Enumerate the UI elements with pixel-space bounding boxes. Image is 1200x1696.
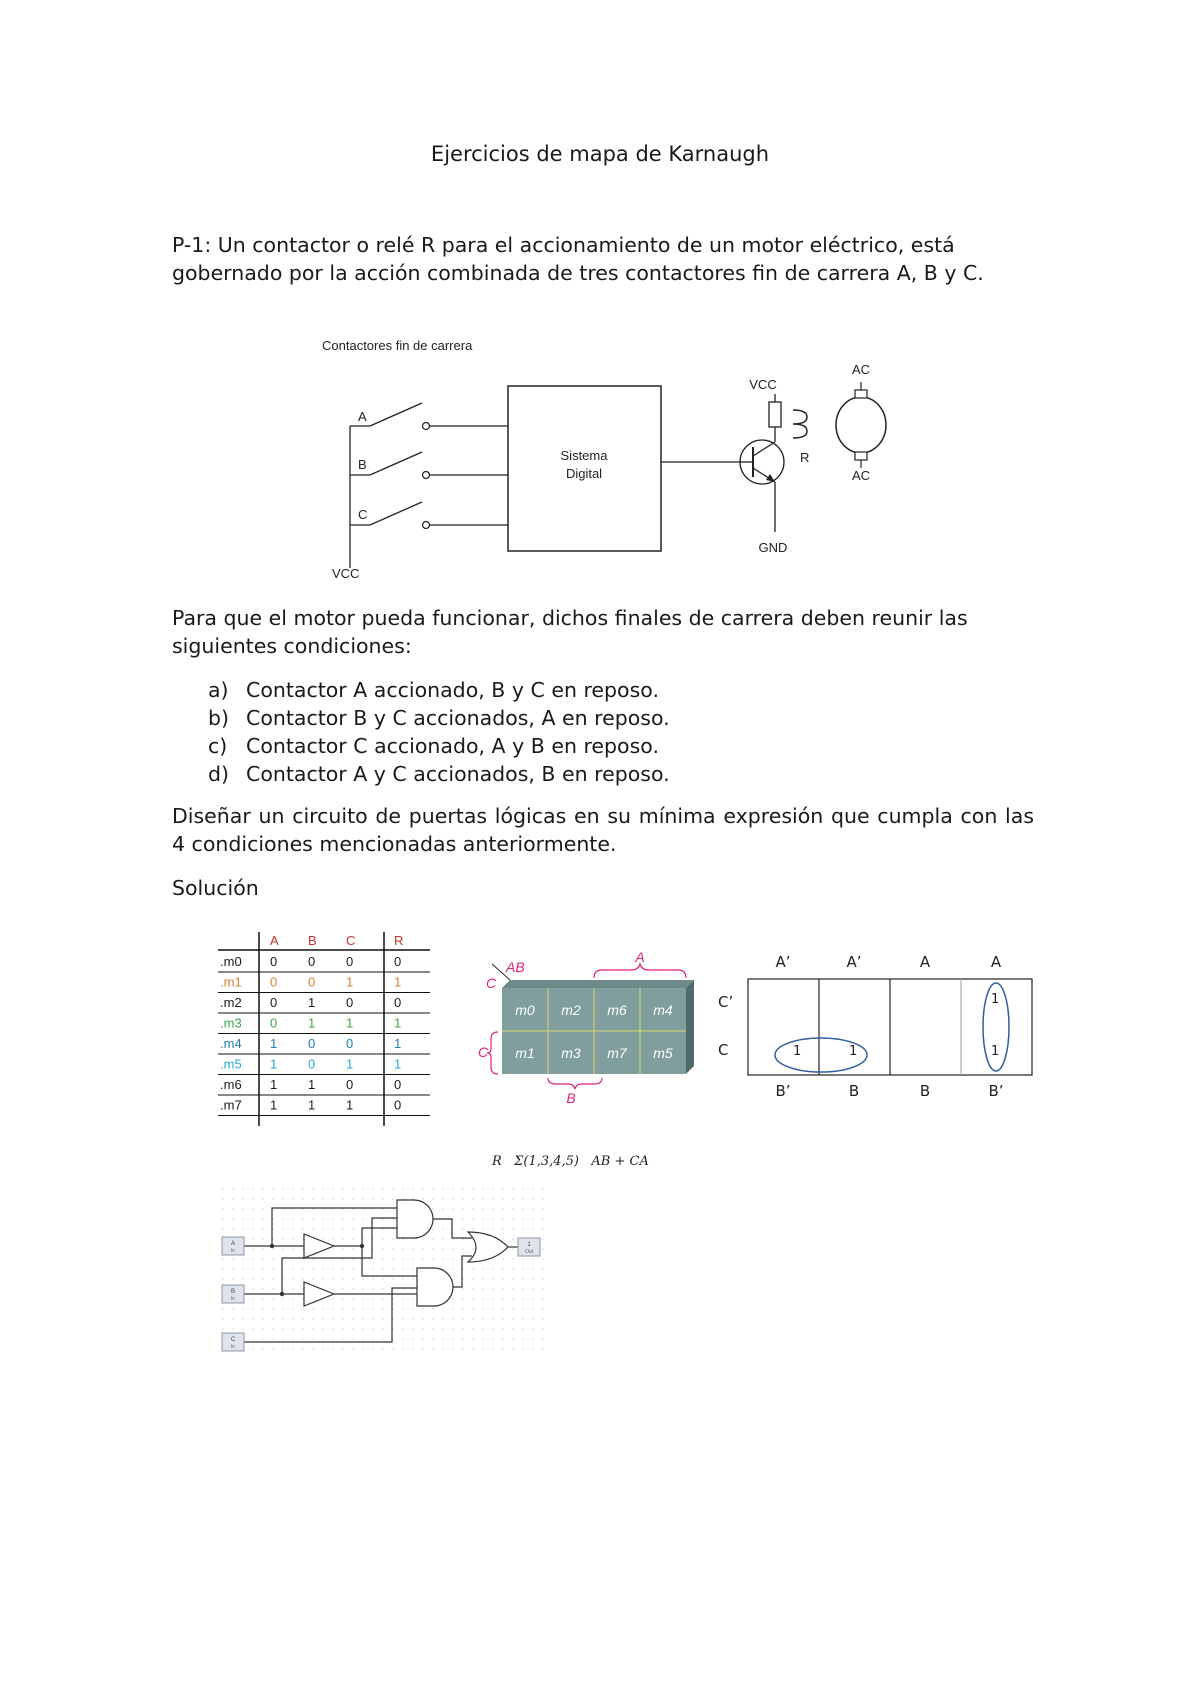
input-b: [222, 1285, 244, 1303]
formula: R Σ(1,3,4,5) AB + CA: [492, 1154, 649, 1169]
kmap3d-cell-m1: m1: [515, 1045, 535, 1061]
kmap-top-label: A: [919, 953, 931, 971]
tt-cell: 0: [308, 1036, 316, 1051]
tt-cell: 0: [270, 1015, 278, 1031]
tt-cell: 0: [346, 995, 354, 1010]
svg-text:In: In: [230, 1344, 236, 1350]
tt-header-c: C: [346, 933, 356, 948]
motor: [836, 382, 886, 468]
kmap3d-corner-ab: AB: [506, 959, 525, 975]
tt-cell: 1: [394, 974, 402, 990]
tt-header-r: R: [394, 933, 404, 948]
kmap-bottom-label: B: [848, 1082, 860, 1100]
tt-cell: 1: [308, 1077, 316, 1092]
kmap-top-label: A’: [846, 953, 862, 971]
kmap3d-brace-a: A: [635, 949, 645, 965]
tt-cell: 0: [308, 1056, 316, 1072]
kmap3d-cell-m4: m4: [653, 1002, 673, 1018]
tt-cell: 1: [308, 1015, 316, 1031]
ac-bottom-label: AC: [851, 468, 871, 483]
list-item: b) Contactor B y C accionados, A en reposo.: [208, 706, 670, 730]
task-text: Diseñar un circuito de puertas lógicas en su mínima expresión que cumpla con las 4 condiciones mencionadas anteriormente.: [172, 804, 1034, 856]
tt-cell: 0: [394, 995, 402, 1010]
tt-row-name: .m4: [220, 1036, 242, 1051]
problem-intro: P-1: Un contactor o relé R para el accionamiento de un motor eléctrico, está gobernado por la acción combinada de tres contactores fin de carrera A, B y C.: [172, 233, 984, 285]
tt-cell: 0: [346, 1036, 354, 1051]
tt-cell: 1: [270, 1097, 278, 1113]
kmap-top-label: A’: [775, 953, 791, 971]
kmap3d-cell-m3: m3: [561, 1045, 581, 1061]
tt-row-name: .m2: [220, 995, 242, 1010]
tt-cell: 0: [394, 1097, 402, 1113]
list-item: c) Contactor C accionado, A y B en reposo.: [208, 734, 659, 758]
solution-label: Solución: [172, 876, 259, 900]
kmap-bottom-label: B: [919, 1082, 931, 1100]
svg-text:A: A: [230, 1241, 236, 1247]
tt-cell: 1: [394, 1056, 402, 1072]
truth-table: [216, 930, 432, 1130]
tt-row-name: .m7: [220, 1097, 242, 1113]
tt-cell: 1: [270, 1036, 278, 1051]
tt-cell: 0: [270, 954, 278, 969]
vcc-label: VCC: [332, 566, 360, 581]
switch-b: [350, 452, 508, 479]
kmap-one: 1: [849, 1044, 858, 1059]
kmap-top-label: A: [990, 953, 1002, 971]
kmap3d-cell-m5: m5: [653, 1045, 673, 1061]
kmap-bottom-label: B’: [775, 1082, 791, 1100]
svg-text:In: In: [230, 1248, 236, 1254]
output-box: [518, 1238, 540, 1256]
kmap-one: 1: [991, 992, 1000, 1007]
tt-header-a: A: [270, 933, 279, 948]
relay-coil: [793, 410, 807, 438]
logic-circuit: [222, 1188, 552, 1353]
svg-text:C: C: [230, 1337, 236, 1343]
tt-cell: 1: [346, 1097, 354, 1113]
switch-c: [350, 502, 508, 529]
svg-text:Out: Out: [524, 1249, 534, 1255]
circuit-caption: Contactores fin de carrera: [322, 338, 473, 353]
tt-header-b: B: [308, 933, 317, 948]
conditions-list: [172, 676, 670, 788]
relay-label: R: [800, 450, 810, 465]
kmap3d-cell-m0: m0: [515, 1002, 535, 1018]
gnd-label: GND: [758, 540, 788, 555]
tt-row-name: .m3: [220, 1015, 242, 1031]
conditions-intro: Para que el motor pueda funcionar, dichos finales de carrera deben reunir las siguientes condiciones:: [172, 606, 968, 658]
input-c: [222, 1333, 244, 1351]
tt-row-name: .m1: [220, 974, 242, 990]
ac-top-label: AC: [851, 362, 871, 377]
tt-cell: 0: [308, 954, 316, 969]
svg-text:B: B: [230, 1289, 236, 1295]
svg-text:A: A: [358, 409, 367, 424]
kmap3d-cell-m2: m2: [561, 1002, 581, 1018]
list-item: a) Contactor A accionado, B y C en reposo.: [208, 678, 659, 702]
input-a: [222, 1237, 244, 1255]
tt-cell: 1: [270, 1077, 278, 1092]
tt-cell: 1: [394, 1015, 402, 1031]
svg-text:B: B: [358, 457, 367, 472]
tt-cell: 0: [394, 1077, 402, 1092]
tt-cell: 1: [308, 995, 316, 1010]
tt-cell: 0: [308, 974, 316, 990]
tt-cell: 1: [394, 1036, 402, 1051]
tt-cell: 1: [308, 1097, 316, 1113]
kmap-row-label: C’: [718, 993, 734, 1011]
kmap-row-label: C: [718, 1041, 729, 1059]
kmap3d-cell-m6: m6: [607, 1002, 627, 1018]
circuit-diagram: [300, 330, 920, 590]
svg-text:1: 1: [527, 1242, 531, 1248]
kmap: [716, 945, 1036, 1105]
svg-text:C: C: [358, 507, 368, 522]
svg-text:In: In: [230, 1296, 236, 1302]
tt-row-name: .m5: [220, 1056, 242, 1072]
tt-cell: 1: [346, 1015, 354, 1031]
tt-cell: 0: [270, 995, 278, 1010]
tt-cell: 0: [394, 954, 402, 969]
kmap-one: 1: [991, 1044, 1000, 1059]
svg-text:Digital: Digital: [565, 466, 603, 481]
tt-cell: 0: [346, 1077, 354, 1092]
tt-cell: 1: [270, 1056, 278, 1072]
tt-row-name: .m0: [220, 954, 242, 969]
kmap3d-brace-b: B: [566, 1090, 576, 1106]
tt-cell: 0: [270, 974, 278, 990]
transistor: [740, 435, 784, 532]
transistor-vcc-label: VCC: [749, 377, 777, 392]
kmap3d-brace-c: C: [478, 1044, 489, 1060]
resistor: [769, 402, 781, 427]
tt-cell: 0: [346, 954, 354, 969]
kmap-one: 1: [793, 1044, 802, 1059]
tt-cell: 1: [346, 974, 354, 990]
list-item: d) Contactor A y C accionados, B en reposo.: [208, 762, 670, 786]
switch-a: [350, 403, 508, 430]
svg-text:Sistema: Sistema: [560, 448, 608, 463]
kmap3d-corner-c: C: [486, 975, 497, 991]
kmap3d-cell-m7: m7: [607, 1045, 627, 1061]
tt-cell: 1: [346, 1056, 354, 1072]
kmap-3d: [478, 949, 700, 1106]
kmap-bottom-label: B’: [988, 1082, 1004, 1100]
tt-row-name: .m6: [220, 1077, 242, 1092]
page-title: Ejercicios de mapa de Karnaugh: [430, 142, 770, 166]
